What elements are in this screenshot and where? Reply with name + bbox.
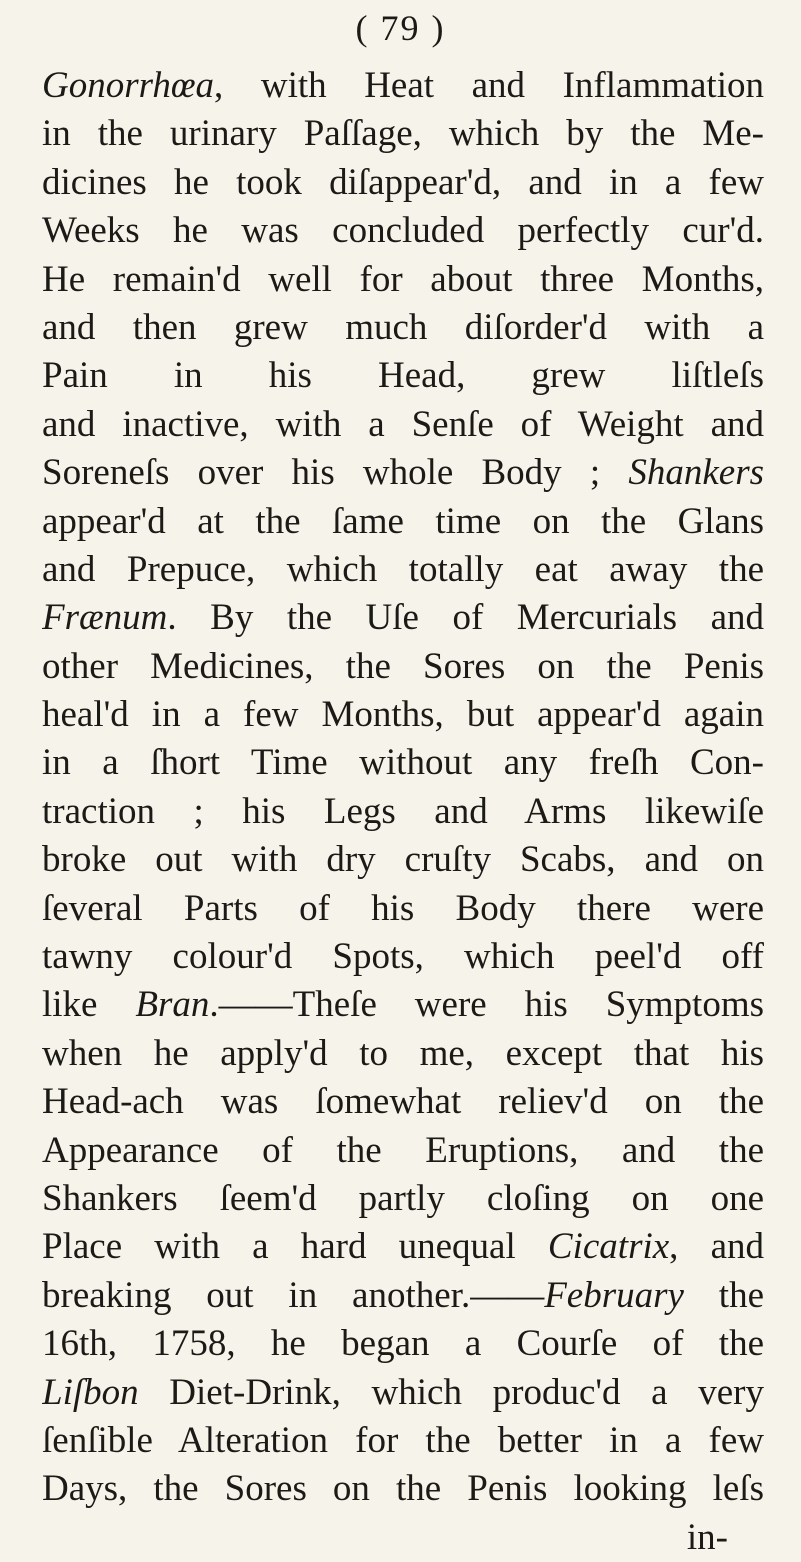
text-run: tawny colour'd Spots, which peel'd off: [42, 936, 764, 978]
text-line: [42, 788, 764, 836]
text-line: [42, 304, 764, 352]
italic-text: Liſbon: [42, 1371, 139, 1413]
text-line: [42, 498, 764, 546]
page-number: ( 79 ): [355, 8, 446, 48]
text-line: [42, 401, 764, 449]
text-line: [42, 933, 764, 981]
text-line: [42, 207, 764, 255]
text-line: [42, 62, 764, 110]
text-run: heal'd in a few Months, but appear'd again: [42, 694, 764, 736]
body-text: [42, 62, 764, 1562]
text-run: .——Theſe were his Symptoms: [209, 984, 764, 1026]
text-run: and then grew much diſorder'd with a: [42, 306, 764, 348]
text-run: , and: [669, 1226, 764, 1268]
text-line: [42, 1465, 764, 1513]
italic-text: Frænum: [42, 597, 168, 639]
text-line: [42, 594, 764, 642]
text-run: dicines he took diſappear'd, and in a few: [42, 161, 764, 203]
text-run: like: [42, 984, 136, 1026]
text-run: appear'd at the ſame time on the Glans: [42, 500, 764, 542]
text-run: other Medicines, the Sores on the Penis: [42, 645, 764, 687]
text-run: in a ſhort Time without any freſh Con-: [42, 742, 764, 784]
text-run: Pain in his Head, grew liſtleſs: [42, 355, 764, 397]
text-line: [42, 643, 764, 691]
text-run: , with Heat and Inflammation: [214, 65, 764, 106]
text-line: [42, 1320, 764, 1368]
text-run: in the urinary Paſſage, which by the Me-: [42, 113, 764, 155]
text-run: He remain'd well for about three Months,: [42, 258, 764, 300]
text-run: Shankers ſeem'd partly cloſing on one: [42, 1177, 764, 1219]
text-line: [42, 739, 764, 787]
text-run: Head-ach was ſomewhat reliev'd on the: [42, 1081, 764, 1123]
text-line: [42, 1175, 764, 1223]
text-run: when he apply'd to me, except that his: [42, 1032, 764, 1074]
text-run: and inactive, with a Senſe of Weight and: [42, 403, 764, 445]
text-line: [42, 1369, 764, 1417]
text-run: breaking out in another.——: [42, 1274, 545, 1316]
italic-text: Shankers: [628, 452, 764, 494]
text-run: ſeveral Parts of his Body there were: [42, 887, 764, 929]
text-run: in-: [686, 1516, 728, 1558]
text-run: ſenſible Alteration for the better in a few: [42, 1419, 764, 1461]
text-line: [42, 1223, 764, 1271]
text-line: [42, 885, 764, 933]
text-line: [42, 1272, 764, 1320]
text-line: [42, 352, 764, 400]
text-run: Diet-Drink, which produc'd a very: [138, 1371, 764, 1413]
text-run: Days, the Sores on the Penis looking leſs: [42, 1468, 764, 1510]
text-line: [42, 836, 764, 884]
text-line: [42, 256, 764, 304]
text-run: Soreneſs over his whole Body ;: [42, 452, 629, 494]
text-run: traction ; his Legs and Arms likewiſe: [42, 790, 764, 832]
text-line: [42, 1030, 764, 1078]
text-line: [42, 1127, 764, 1175]
italic-text: Bran: [135, 984, 210, 1026]
italic-text: Cicatrix: [547, 1226, 670, 1268]
text-run: the: [683, 1274, 764, 1316]
text-run: Appearance of the Eruptions, and the: [42, 1129, 764, 1171]
text-line: [42, 1417, 764, 1465]
text-line: [42, 1514, 764, 1562]
text-run: and Prepuce, which totally eat away the: [42, 548, 764, 590]
text-run: 16th, 1758, he began a Courſe of the: [42, 1323, 764, 1365]
text-line: [42, 449, 764, 497]
italic-text: Gonorrhœa: [42, 65, 215, 106]
text-run: Weeks he was concluded perfectly cur'd.: [42, 210, 764, 252]
text-line: [42, 546, 764, 594]
text-line: [42, 981, 764, 1029]
text-line: [42, 159, 764, 207]
text-line: [42, 1078, 764, 1126]
text-line: [42, 110, 764, 158]
text-run: . By the Uſe of Mercurials and: [167, 597, 764, 639]
text-line: [42, 691, 764, 739]
text-run: Place with a hard unequal: [42, 1226, 548, 1268]
italic-text: February: [544, 1274, 684, 1316]
text-run: broke out with dry cruſty Scabs, and on: [42, 839, 764, 881]
